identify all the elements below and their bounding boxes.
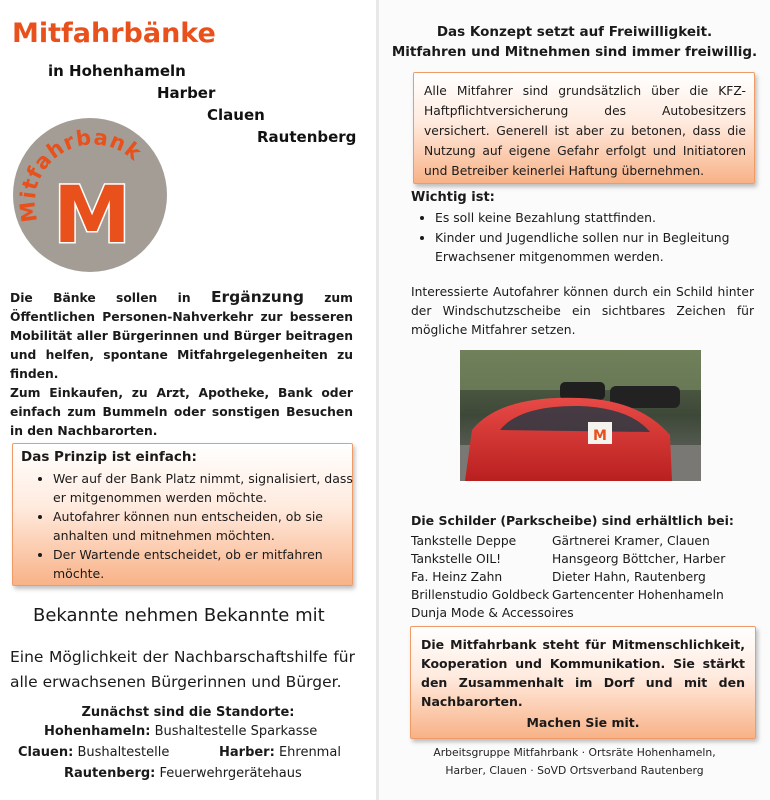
footer-credits xyxy=(379,744,770,780)
list-item: • Kinder und Jugendliche sollen nur in Begleitung Erwachsener mitgenommen werden. xyxy=(435,228,755,266)
footer-line-1: Arbeitsgruppe Mitfahrbank · Ortsräte Hohenhameln, xyxy=(433,746,716,759)
neighbourhood-text: Eine Möglichkeit der Nachbarschaftshilfe für alle erwachsenen Bürgerinnen und Bürger. xyxy=(10,648,355,691)
location-value: Bushaltestelle xyxy=(77,745,170,760)
list-item: Brillenstudio Goldbeck xyxy=(411,588,550,602)
principle-box xyxy=(12,443,353,586)
location-hohenhameln xyxy=(44,724,317,739)
concept-line-1: Das Konzept setzt auf Freiwilligkeit. xyxy=(436,24,713,40)
list-item: • Autofahrer können nun entscheiden, ob sie anhalten und mitnehmen möchten. xyxy=(53,508,363,546)
important-heading: Wichtig ist: xyxy=(411,190,495,205)
call-to-action: Machen Sie mit. xyxy=(526,715,640,730)
place-hohenhameln: in Hohenhameln xyxy=(48,62,186,80)
concept-statement xyxy=(379,22,770,62)
liability-box xyxy=(413,72,755,184)
car-photo xyxy=(460,350,701,481)
solidarity-box xyxy=(410,626,756,739)
brochure-title: Mitfahrbänke xyxy=(12,18,216,49)
location-label: Rautenberg: xyxy=(64,766,156,781)
logo-arc-text: Mitfahrbank xyxy=(15,125,147,224)
signs-heading: Die Schilder (Parkscheibe) sind erhältlich bei: xyxy=(411,513,734,528)
photo-sign-letter: M xyxy=(593,428,607,444)
list-item: Fa. Heinz Zahn xyxy=(411,570,503,584)
location-label: Hohenhameln: xyxy=(44,724,151,739)
place-clauen: Clauen xyxy=(207,106,265,124)
photo-parked-car-2 xyxy=(560,382,605,400)
list-item: • Der Wartende entscheidet, ob er mitfahren möchte. xyxy=(53,546,363,584)
section-heading: Bekannte nehmen Bekannte mit xyxy=(33,605,325,626)
intro-emphasis: Ergänzung xyxy=(210,288,304,306)
intro-text-2: zum Öffentlichen Personen-Nahverkehr zur besseren Mobilität aller Bürgerinnen und Bürger beitragen und helfen, spontane Mitfahrgelegenheiten zu finden. xyxy=(10,291,353,381)
list-item: Dunja Mode & Accessoires xyxy=(411,606,574,620)
list-item: Tankstelle OIL! xyxy=(411,552,502,566)
place-harber: Harber xyxy=(157,84,216,102)
right-panel xyxy=(379,0,770,800)
location-rautenberg xyxy=(64,766,302,781)
list-item: • Es soll keine Bezahlung stattfinden. xyxy=(435,208,755,227)
signs-column-1 xyxy=(411,532,574,622)
important-list xyxy=(413,208,755,267)
mitfahrbank-logo xyxy=(12,117,168,273)
locations-heading: Zunächst sind die Standorte: xyxy=(81,705,295,720)
principle-heading: Das Prinzip ist einfach: xyxy=(21,449,197,465)
location-value: Bushaltestelle Sparkasse xyxy=(154,724,318,739)
list-item: Gärtnerei Kramer, Clauen xyxy=(552,534,710,548)
signs-column-2 xyxy=(552,532,725,604)
location-clauen xyxy=(18,745,169,760)
list-item: Tankstelle Deppe xyxy=(411,534,517,548)
footer-line-2: Harber, Clauen · SoVD Ortsverband Rautenberg xyxy=(445,764,704,777)
left-panel xyxy=(0,0,376,800)
list-item: Hansgeorg Böttcher, Harber xyxy=(552,552,726,566)
location-value: Feuerwehrgerätehaus xyxy=(159,766,302,781)
liability-text: Alle Mitfahrer sind grundsätzlich über die KFZ-Haftpflichtversicherung des Autobesitzers versichert. Generell ist aber zu betonen, dass die Nutzung auf eigene Gefahr erfolgt und Initiatoren und Betreiber keinerlei Haftung übernehmen. xyxy=(424,84,746,178)
principle-list xyxy=(23,470,363,584)
place-rautenberg: Rautenberg xyxy=(257,128,357,146)
intro-paragraph xyxy=(10,288,353,441)
location-value: Ehrenmal xyxy=(278,745,341,760)
list-item: • Wer auf der Bank Platz nimmt, signalisiert, dass er mitgenommen werden möchte. xyxy=(53,470,363,508)
list-item: Dieter Hahn, Rautenberg xyxy=(552,570,706,584)
location-harber xyxy=(219,745,341,760)
concept-line-2: Mitfahren und Mitnehmen sind immer freiwillig. xyxy=(391,44,758,60)
intro-text-1: Die Bänke sollen in xyxy=(10,291,211,305)
list-item: Gartencenter Hohenhameln xyxy=(552,588,724,602)
location-label: Harber: xyxy=(219,745,275,760)
intro-text-3: Zum Einkaufen, zu Arzt, Apotheke, Bank oder einfach zum Bummeln oder sonstigen Besuchen in den Nachbarorten. xyxy=(10,386,353,438)
solidarity-text: Die Mitfahrbank steht für Mitmenschlichkeit, Kooperation und Kommunikation. Sie stärkt den Zusammenhalt im Dorf und mit den Nachbarorten. xyxy=(421,637,745,709)
interested-drivers-text: Interessierte Autofahrer können durch ein Schild hinter der Windschutzscheibe ein sichtbares Zeichen für mögliche Mitfahrer setzen. xyxy=(411,285,754,337)
location-label: Clauen: xyxy=(18,745,74,760)
logo-letter-m: M xyxy=(53,171,131,261)
